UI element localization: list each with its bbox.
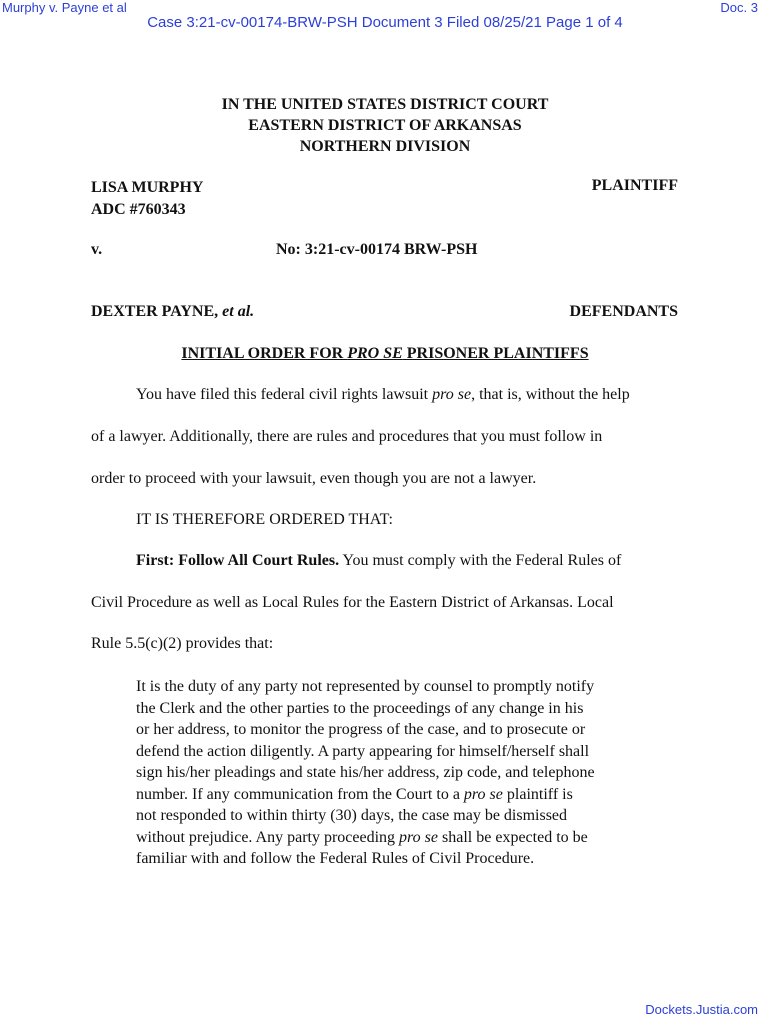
p1-italic: pro se	[432, 386, 472, 403]
first-rule-text: You must comply with the Federal Rules of	[339, 552, 622, 569]
plaintiff-adc: ADC #760343	[91, 201, 186, 218]
quote-line	[136, 784, 595, 806]
local-rule-line: Rule 5.5(c)(2) provides that:	[91, 635, 274, 652]
plaintiff-label: PLAINTIFF	[591, 177, 678, 194]
title-part-2: PRISONER PLAINTIFFS	[402, 345, 589, 362]
quote-line: defend the action diligently. A party appearing for himself/herself shall	[136, 742, 590, 760]
first-rule-heading: First: Follow All Court Rules.	[136, 552, 340, 569]
quote-text: shall be expected to be	[438, 828, 588, 846]
defendant-label: DEFENDANTS	[569, 303, 678, 320]
court-heading	[0, 94, 770, 157]
local-rule-quote	[136, 676, 595, 870]
quote-line: It is the duty of any party not represented by counsel to promptly notify	[136, 678, 595, 695]
quote-line: familiar with and follow the Federal Rules of Civil Procedure.	[136, 850, 535, 867]
court-name: IN THE UNITED STATES DISTRICT COURT	[221, 96, 549, 113]
quote-text: plaintiff is	[502, 785, 573, 803]
versus-label: v.	[91, 241, 103, 258]
defendant-name-text: DEXTER PAYNE,	[91, 303, 219, 320]
case-header-line: Case 3:21-cv-00174-BRW-PSH Document 3 Filed 08/25/21 Page 1 of 4	[147, 14, 623, 31]
quote-line: not responded to within thirty (30) days, the case may be dismissed	[136, 807, 568, 824]
defendant-etal: et al.	[222, 303, 255, 320]
plaintiff-name: LISA MURPHY	[91, 179, 204, 196]
title-part-1: INITIAL ORDER FOR	[181, 345, 348, 362]
quote-text: number. If any communication from the Court to a	[136, 785, 464, 803]
quote-italic: pro se	[399, 828, 439, 846]
quote-line: or her address, to monitor the progress of the case, and to prosecute or	[136, 721, 586, 738]
court-division: NORTHERN DIVISION	[299, 138, 471, 155]
ordered-heading: IT IS THEREFORE ORDERED THAT:	[136, 511, 393, 528]
title-italic: PRO SE	[347, 345, 403, 362]
dockets-justia-link[interactable]: Dockets.Justia.com	[645, 1002, 758, 1017]
quote-line: the Clerk and the other parties to the proceedings of any change in his	[136, 699, 584, 717]
quote-italic: pro se	[463, 785, 503, 803]
plaintiff-block	[91, 177, 203, 221]
order-title	[0, 345, 770, 363]
doc-number-link[interactable]: Doc. 3	[720, 0, 758, 15]
p1-text-a: You have filed this federal civil rights lawsuit	[136, 386, 433, 403]
court-district: EASTERN DISTRICT OF ARKANSAS	[248, 117, 522, 134]
quote-text: without prejudice. Any party proceeding	[136, 828, 400, 846]
quote-line: sign his/her pleadings and state his/her address, zip code, and telephone	[136, 764, 595, 781]
civil-procedure-line: Civil Procedure as well as Local Rules for the Eastern District of Arkansas. Local	[91, 594, 614, 611]
quote-line	[136, 827, 595, 849]
case-number: No: 3:21-cv-00174 BRW-PSH	[276, 241, 478, 258]
defendant-name	[91, 303, 254, 321]
paragraph-1-line-3: order to proceed with your lawsuit, even though you are not a lawyer.	[91, 470, 537, 487]
paragraph-1-line-2: of a lawyer. Additionally, there are rules and procedures that you must follow in	[91, 428, 603, 445]
first-rule-line	[136, 552, 621, 570]
paragraph-1-line-1	[136, 386, 630, 404]
p1-text-b: , that is, without the help	[471, 386, 630, 403]
case-caption-link[interactable]: Murphy v. Payne et al	[2, 0, 127, 15]
